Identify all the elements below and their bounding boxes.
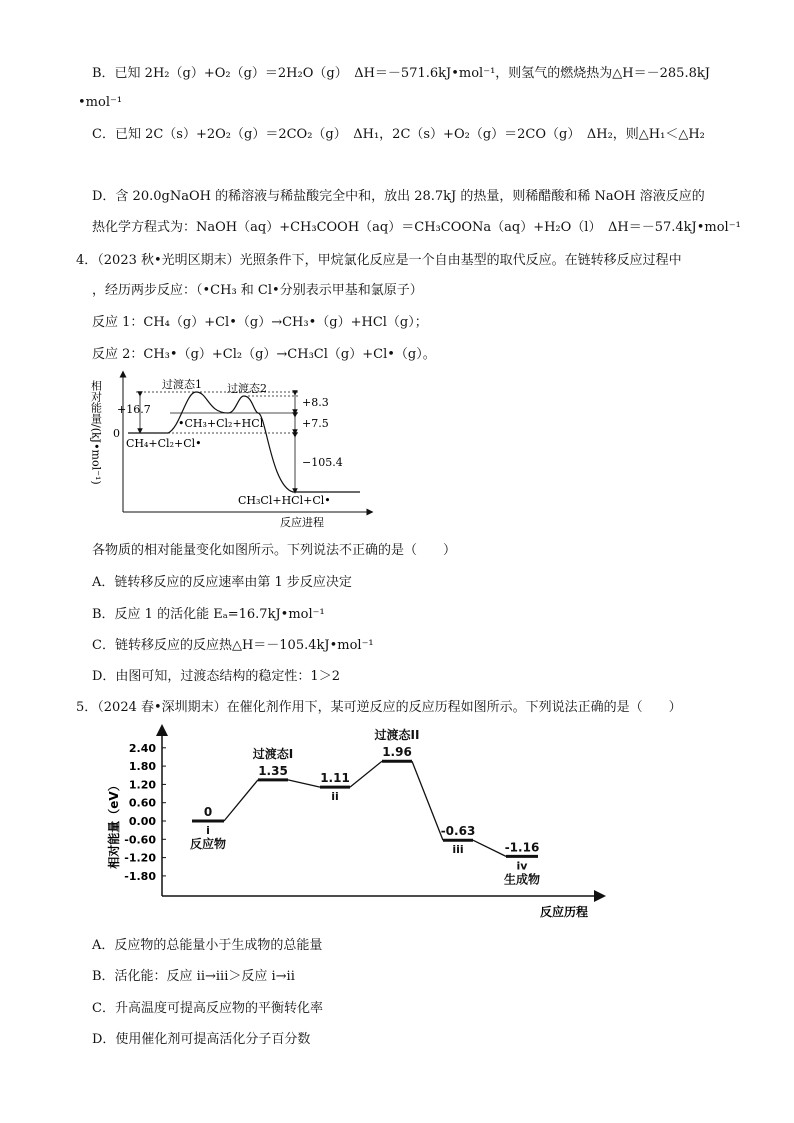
product-label: CH₃Cl+HCl+Cl• <box>238 494 331 507</box>
y-axis-label <box>90 379 103 485</box>
label-plus7: +7.5 <box>302 417 329 430</box>
sublabel-iv: iv <box>516 859 528 873</box>
connector <box>350 761 382 787</box>
q5-option-b: B．活化能：反应 ii→iii＞反应 i→ii <box>92 969 295 984</box>
mid-species-label: •CH₃+Cl₂+HCl <box>178 417 264 430</box>
connector <box>288 780 320 787</box>
connector <box>412 761 443 840</box>
x-axis-label: 反应进程 <box>280 516 324 529</box>
species-i: 反应物 <box>189 837 227 851</box>
species-iv: 生成物 <box>503 872 541 887</box>
ts1-label: 过渡态1 <box>162 378 202 391</box>
q3-option-d-line2: 热化学方程式为：NaOH（aq）+CH₃COOH（aq）＝CH₃COONa（aq）+H₂O（l） ΔH＝－57.4kJ•mol⁻¹ <box>92 220 741 235</box>
x-axis-label: 反应历程 <box>540 905 589 919</box>
q3-option-d-line1: D．含 20.0gNaOH 的稀溶液与稀盐酸完全中和，放出 28.7kJ 的热量，则稀醋酸和稀 NaOH 溶液反应的 <box>92 189 705 204</box>
svg-text:相对能量/(kJ•mol⁻¹): 相对能量/(kJ•mol⁻¹) <box>89 380 103 485</box>
value-ii: 1.11 <box>320 771 350 786</box>
sublabel-i: i <box>206 824 210 837</box>
y-tick-label: -1.20 <box>124 851 156 865</box>
q4-reaction-1: 反应 1：CH₄（g）+Cl•（g）→CH₃•（g）+HCl（g）； <box>92 315 428 330</box>
label-plus16: +16.7 <box>117 403 151 416</box>
value-ts1: 1.35 <box>258 763 288 778</box>
q5-option-d: D．使用催化剂可提高活化分子百分数 <box>92 1032 311 1047</box>
q5-option-a: A．反应物的总能量小于生成物的总能量 <box>92 938 323 953</box>
q5-option-c: C．升高温度可提高反应物的平衡转化率 <box>92 1001 323 1016</box>
sublabel-iii: iii <box>452 843 464 857</box>
value-iii: -0.63 <box>440 824 476 839</box>
q4-option-b: B．反应 1 的活化能 Eₐ=16.7kJ•mol⁻¹ <box>92 607 325 622</box>
sublabel-ii: ii <box>331 790 339 804</box>
value-iv: -1.16 <box>504 840 540 855</box>
q5-stem: 5．（2024 春•深圳期末）在催化剂作用下，某可逆反应的反应历程如图所示。下列说法正确的是（ ） <box>76 700 682 715</box>
q3-option-b-line2: •mol⁻¹ <box>78 95 123 110</box>
q3-option-b-line1: B．已知 2H₂（g）+O₂（g）＝2H₂O（g） ΔH＝－571.6kJ•mol⁻¹，则氢气的燃烧热为△H＝－285.8kJ <box>92 66 710 81</box>
zero-label: 0 <box>113 427 120 440</box>
reactant-label: CH₄+Cl₂+Cl• <box>126 437 202 450</box>
q5-energy-diagram <box>100 724 610 924</box>
q4-option-d: D．由图可知，过渡态结构的稳定性：1＞2 <box>92 669 340 684</box>
label-plus8: +8.3 <box>302 396 329 409</box>
value-ts2: 1.96 <box>382 745 412 760</box>
q4-energy-diagram <box>88 366 378 534</box>
label-ts1: 过渡态I <box>252 746 294 761</box>
y-tick-label: 1.80 <box>128 760 156 774</box>
q4-question: 各物质的相对能量变化如图所示。下列说法不正确的是（ ） <box>92 543 457 558</box>
q4-option-c: C．链转移反应的反应热△H＝－105.4kJ•mol⁻¹ <box>92 638 374 653</box>
connector <box>224 780 258 821</box>
y-tick-label: 1.20 <box>128 778 156 792</box>
connector <box>473 840 506 856</box>
q3-option-c: C．已知 2C（s）+2O₂（g）＝2CO₂（g） ΔH₁，2C（s）+O₂（g）＝2CO（g） ΔH₂，则△H₁＜△H₂ <box>92 127 705 142</box>
y-tick-label: 0.00 <box>128 815 156 828</box>
y-tick-label: 2.40 <box>128 741 156 755</box>
y-axis-label: 相对能量（eV） <box>107 779 121 869</box>
q4-stem-line1: 4．（2023 秋•光明区期末）光照条件下，甲烷氯化反应是一个自由基型的取代反应。在链转移反应过程中 <box>76 253 682 268</box>
q4-reaction-2: 反应 2：CH₃•（g）+Cl₂（g）→CH₃Cl（g）+Cl•（g）。 <box>92 347 436 362</box>
y-tick-label: 0.60 <box>128 796 156 810</box>
label-minus105: −105.4 <box>302 456 343 469</box>
y-tick-label: -1.80 <box>124 869 156 883</box>
y-tick-label: -0.60 <box>124 833 156 847</box>
q4-stem-line2: ，经历两步反应：（•CH₃ 和 Cl•分别表示甲基和氯原子） <box>92 283 423 298</box>
ts2-label: 过渡态2 <box>227 382 267 395</box>
q4-option-a: A．链转移反应的反应速率由第 1 步反应决定 <box>92 575 352 590</box>
label-ts2: 过渡态II <box>374 728 420 743</box>
value-i: 0 <box>203 805 213 819</box>
